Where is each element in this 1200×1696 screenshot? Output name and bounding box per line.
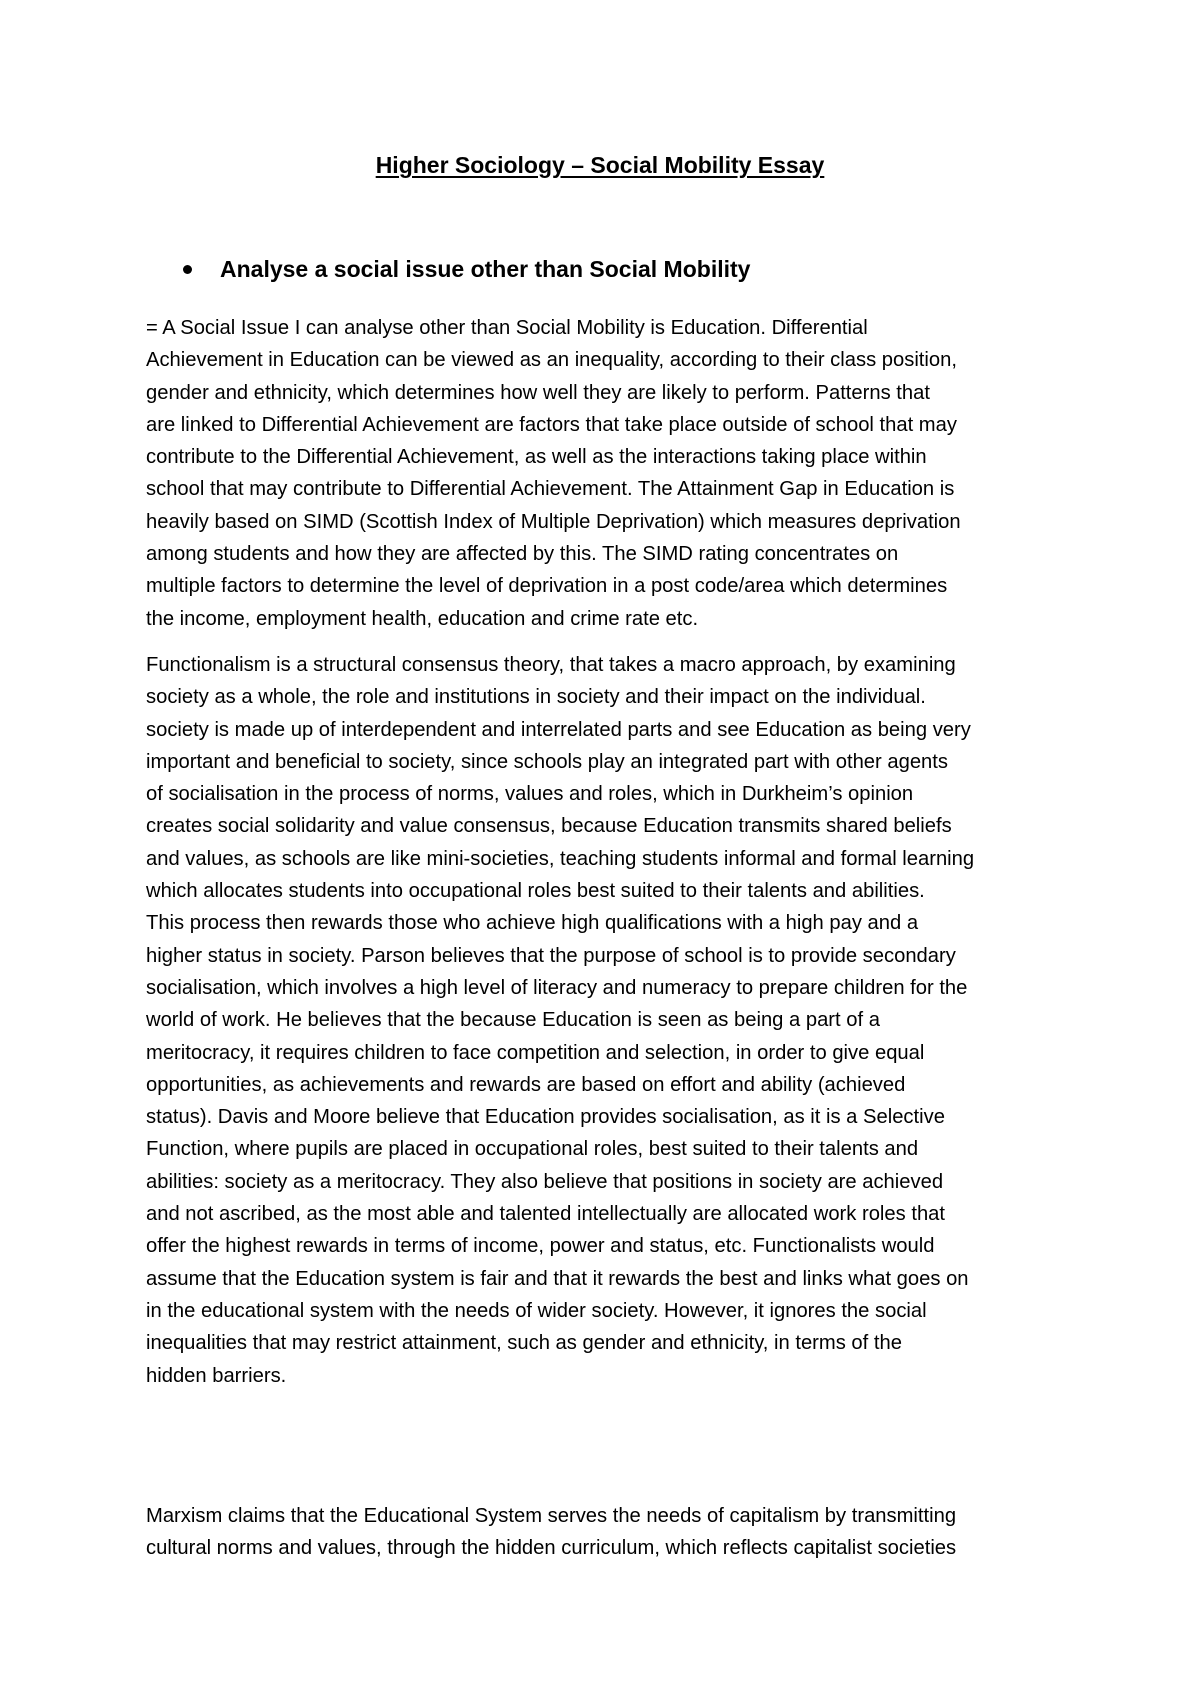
text-line: and not ascribed, as the most able and talented intellectually are allocated work roles that: [146, 1203, 946, 1226]
document-title: Higher Sociology – Social Mobility Essay: [375, 152, 825, 178]
text-line: creates social solidarity and value consensus, because Education transmits shared beliefs: [146, 815, 952, 838]
text-line: meritocracy, it requires children to face competition and selection, in order to give equal: [146, 1041, 925, 1064]
text-line: and values, as schools are like mini-societies, teaching students informal and formal learning: [146, 847, 975, 870]
text-line: gender and ethnicity, which determines how well they are likely to perform. Patterns that: [146, 381, 930, 404]
text-line: = A Social Issue I can analyse other than Social Mobility is Education. Differential: [146, 317, 868, 339]
text-line: higher status in society. Parson believes that the purpose of school is to provide secondary: [146, 944, 956, 967]
text-line: contribute to the Differential Achievement, as well as the interactions taking place within: [146, 446, 927, 469]
text-line: assume that the Education system is fair and that it rewards the best and links what goes on: [146, 1267, 969, 1290]
text-line: among students and how they are affected by this. The SIMD rating concentrates on: [146, 543, 899, 566]
text-line: in the educational system with the needs of wider society. However, it ignores the social: [146, 1299, 927, 1322]
text-line: are linked to Differential Achievement are factors that take place outside of school that may: [146, 413, 957, 436]
text-line: Functionalism is a structural consensus theory, that takes a macro approach, by examining: [146, 653, 956, 676]
text-line: which allocates students into occupational roles best suited to their talents and abilities.: [146, 880, 925, 903]
paragraph-marxism: [146, 1500, 1066, 1565]
text-line: world of work. He believes that the because Education is seen as being a part of a: [146, 1009, 880, 1032]
paragraph-functionalism: [146, 649, 1066, 1392]
paragraph-education: [146, 312, 1066, 635]
text-line: school that may contribute to Differential Achievement. The Attainment Gap in Education is: [146, 478, 955, 501]
text-line: society is made up of interdependent and interrelated parts and see Education as being very: [146, 718, 971, 741]
section-spacer: [146, 1392, 1066, 1500]
text-line: of socialisation in the process of norms, values and roles, which in Durkheim’s opinion: [146, 783, 914, 806]
text-line: offer the highest rewards in terms of income, power and status, etc. Functionalists would: [146, 1235, 935, 1258]
text-line: important and beneficial to society, since schools play an integrated part with other agents: [146, 750, 948, 773]
text-line: Marxism claims that the Educational System serves the needs of capitalism by transmitting: [146, 1504, 957, 1527]
text-line: opportunities, as achievements and rewards are based on effort and ability (achieved: [146, 1073, 906, 1096]
text-line: society as a whole, the role and institutions in society and their impact on the individual.: [146, 686, 926, 709]
text-line: multiple factors to determine the level of deprivation in a post code/area which determines: [146, 575, 948, 598]
text-line: heavily based on SIMD (Scottish Index of Multiple Deprivation) which measures deprivation: [146, 510, 961, 533]
text-line: cultural norms and values, through the hidden curriculum, which reflects capitalist societies: [146, 1537, 957, 1560]
text-line: This process then rewards those who achieve high qualifications with a high pay and a: [146, 912, 919, 935]
text-line: Function, where pupils are placed in occupational roles, best suited to their talents and: [146, 1138, 919, 1161]
text-line: status). Davis and Moore believe that Education provides socialisation, as it is a Selective: [146, 1106, 945, 1129]
text-line: abilities: society as a meritocracy. They also believe that positions in society are achieved: [146, 1170, 944, 1193]
document-body: [146, 312, 1066, 1564]
text-line: socialisation, which involves a high level of literacy and numeracy to prepare children for the: [146, 976, 968, 999]
bullet-text: Analyse a social issue other than Social Mobility: [220, 256, 751, 282]
bullet-icon: [183, 265, 192, 274]
text-line: hidden barriers.: [146, 1364, 287, 1387]
paragraph-spacer: [146, 635, 1066, 649]
text-line: Achievement in Education can be viewed as an inequality, according to their class position,: [146, 349, 957, 372]
text-line: inequalities that may restrict attainment, such as gender and ethnicity, in terms of the: [146, 1332, 902, 1355]
bullet-item: [183, 256, 750, 283]
text-line: the income, employment health, education and crime rate etc.: [146, 607, 699, 630]
